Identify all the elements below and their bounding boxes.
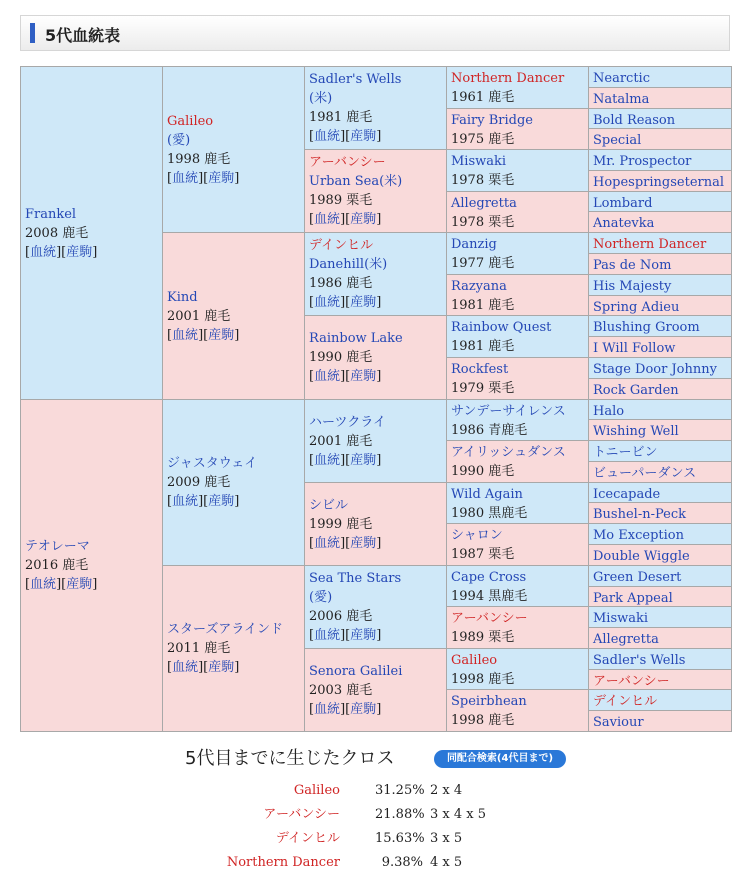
horse-links: [血統][産駒] [167,660,240,675]
foals-link[interactable]: 産駒 [208,660,235,675]
horse-year: 2003 [309,682,343,698]
pedigree-link[interactable]: 血統 [30,244,57,260]
horse-name-link[interactable]: サンデーサイレンス [451,404,566,419]
horse-name-link[interactable]: デインヒル [593,694,658,709]
horse-year: 1990 [451,464,485,479]
pedigree-cell-gen5 [588,606,732,628]
horse-year: 2009 [167,475,201,490]
horse-year: 1990 [309,350,343,365]
horse-coat: 栗毛 [488,630,515,645]
horse-name-link[interactable]: Sadler's Wells [309,72,402,87]
pedigree-cell-gen4 [446,357,589,400]
horse-name-link[interactable]: Frankel [25,206,77,222]
horse-name-link[interactable]: Rockfest [451,362,509,377]
cross-row [0,853,750,873]
horse-year: 1987 [451,547,485,562]
pedigree-cell-gen5 [588,253,732,275]
cross-pattern: 3 x 4 x 5 [430,807,487,822]
horse-year: 1989 [451,630,485,645]
horse-name-link[interactable]: Natalma [593,92,650,107]
horse-year-coat [167,473,300,492]
foals-link[interactable]: 産駒 [350,701,377,717]
pedigree-cell-gen2 [162,66,305,233]
horse-origin: (米) [309,91,333,106]
horse-name-link[interactable]: Senora Galilei [309,663,403,679]
pedigree-cell-gen4 [446,689,589,732]
pedigree-cell-gen4 [446,440,589,483]
horse-year: 1986 [309,276,343,291]
horse-year-coat [309,607,442,626]
horse-year-coat [451,213,584,232]
horse-origin: (愛) [309,590,333,605]
horse-name-link[interactable]: ビューパーダンス [593,466,697,481]
horse-name-link[interactable]: Mr. Prospector [593,154,692,169]
pedigree-cell-gen5 [588,482,732,503]
horse-year: 1981 [451,298,485,313]
horse-year-coat [451,462,584,481]
pedigree-link[interactable]: 血統 [314,369,341,384]
horse-links: [血統][産駒] [309,212,382,227]
horse-name-link[interactable]: His Majesty [593,279,672,294]
horse-name-link[interactable]: Northern Dancer [451,71,565,86]
horse-coat: 鹿毛 [346,350,373,365]
pedigree-cell-gen5 [588,440,732,462]
horse-year: 1994 [451,589,485,604]
cross-pattern: 3 x 5 [430,831,463,846]
pedigree-cell-gen4 [446,399,589,441]
horse-name-link[interactable]: Sadler's Wells [593,653,686,668]
horse-name-link[interactable]: デインヒル [309,238,374,253]
cross-title: 5代目までに生じたクロス [185,748,395,769]
pedigree-link[interactable]: 血統 [30,577,57,592]
pedigree-link[interactable]: 血統 [314,701,341,717]
horse-name-link[interactable]: Galileo [451,653,498,668]
pedigree-cell-gen5 [588,502,732,524]
horse-links: [血統][産駒] [25,244,98,260]
pedigree-cell-gen5 [588,149,732,171]
horse-coat: 鹿毛 [346,682,373,698]
horse-year-coat [309,681,442,700]
pedigree-cell-gen4 [446,482,589,524]
pedigree-cell-gen5 [588,336,732,358]
cross-percent: 9.38% [381,855,423,870]
horse-links: [血統][産駒] [309,701,382,717]
foals-link[interactable]: 産駒 [350,535,377,551]
horse-year-coat [451,587,584,606]
same-mating-search-button[interactable]: 同配合検索(4代目まで) [434,750,566,768]
pedigree-cell-gen5 [588,66,732,88]
pedigree-cell-gen5 [588,232,732,254]
pedigree-link[interactable]: 血統 [172,170,199,186]
horse-year-coat [309,274,442,293]
horse-links: [血統][産駒] [309,628,382,643]
horse-year-coat [451,296,584,315]
horse-name-link[interactable]: Galileo [167,113,214,129]
foals-link[interactable]: 産駒 [66,244,93,260]
horse-links: [血統][産駒] [167,494,240,509]
header-accent-bar [30,23,35,43]
horse-name-link[interactable]: Park Appeal [593,591,673,606]
horse-year-coat [167,307,300,326]
horse-year: 1998 [451,672,485,687]
horse-year: 1975 [451,132,485,147]
horse-name-link[interactable]: Saviour [593,715,644,730]
horse-year: 1998 [451,713,485,728]
pedigree-cell-gen5 [588,648,732,670]
horse-links: [血統][産駒] [309,452,382,468]
horse-coat: 鹿毛 [488,464,515,479]
pedigree-cell-gen5 [588,128,732,150]
pedigree-cell-gen4 [446,315,589,358]
horse-links: [血統][産駒] [309,535,382,551]
horse-name-link[interactable]: Spring Adieu [593,300,680,315]
horse-links: [血統][産駒] [167,327,240,343]
pedigree-cell-gen4 [446,232,589,275]
pedigree-cell-gen5 [588,108,732,129]
cross-horse-link[interactable]: Northern Dancer [226,855,340,870]
horse-coat: 栗毛 [488,381,515,396]
pedigree-cell-gen5 [588,565,732,587]
horse-year-coat [451,504,584,523]
horse-name-link[interactable]: アーバンシー [309,155,386,170]
pedigree-link[interactable]: 血統 [172,494,199,509]
pedigree-link[interactable]: 血統 [314,212,341,227]
horse-name-link[interactable]: Double Wiggle [593,549,690,564]
horse-name-link[interactable]: Green Desert [593,570,682,585]
pedigree-cell-gen3 [304,232,447,316]
horse-name-link[interactable]: スターズアラインド [167,622,283,637]
pedigree-cell-gen5 [588,315,732,337]
horse-name-link[interactable]: アーバンシー [593,674,670,689]
horse-year: 1986 [451,423,485,438]
horse-year: 2016 [25,558,59,573]
horse-name-link[interactable]: Rainbow Lake [309,331,403,346]
foals-link[interactable]: 産駒 [208,494,235,509]
horse-coat: 鹿毛 [488,256,515,271]
horse-coat: 栗毛 [488,173,515,188]
horse-year: 1980 [451,506,485,521]
horse-coat: 鹿毛 [346,433,373,449]
horse-name-link[interactable]: Miswaki [593,611,649,626]
pedigree-cell-gen5 [588,544,732,566]
horse-name-link[interactable]: Northern Dancer [593,237,707,252]
horse-coat: 鹿毛 [204,641,231,656]
horse-name-link[interactable]: Kind [167,289,198,305]
horse-year-coat [309,515,442,534]
horse-year: 1979 [451,381,485,396]
pedigree-table [20,66,731,731]
horse-year-coat [25,556,158,575]
horse-name-link[interactable]: Stage Door Johnny [593,362,717,377]
horse-name-link[interactable]: Bold Reason [593,113,676,128]
foals-link[interactable]: 産駒 [350,295,377,310]
cross-pattern: 2 x 4 [430,783,463,798]
horse-coat: 鹿毛 [204,475,231,490]
pedigree-cell-gen5 [588,295,732,316]
horse-name-link[interactable]: Icecapade [593,487,661,502]
horse-coat: 鹿毛 [488,672,515,687]
horse-name-link[interactable]: Pas de Nom [593,258,672,273]
horse-year-coat [451,379,584,398]
horse-year-coat [451,130,584,149]
horse-alt-name[interactable]: Danehill(米) [309,257,388,272]
cross-percent: 21.88% [375,807,425,822]
pedigree-cell-gen5 [588,170,732,192]
pedigree-cell-gen5 [588,357,732,379]
horse-year: 2001 [167,308,201,324]
horse-coat: 鹿毛 [488,132,515,147]
horse-year: 1978 [451,173,485,188]
horse-year-coat [167,639,300,658]
pedigree-cell-gen5 [588,399,732,420]
foals-link[interactable]: 産駒 [350,129,377,144]
horse-year-coat [451,545,584,564]
horse-name-link[interactable]: ジャスタウェイ [167,456,258,471]
horse-year: 2008 [25,225,59,241]
horse-year-coat [309,348,442,367]
pedigree-cell-gen3 [304,149,447,233]
pedigree-cell-gen5 [588,211,732,233]
horse-name-link[interactable]: アイリッシュダンス [451,445,566,460]
foals-link[interactable]: 産駒 [350,369,377,384]
horse-year: 2001 [309,433,343,449]
horse-name-link[interactable]: Lombard [593,196,653,211]
horse-name-link[interactable]: Wild Again [451,487,523,502]
horse-name-link[interactable]: Wishing Well [593,424,679,439]
horse-year-coat [451,88,584,107]
horse-origin: (愛) [167,132,191,148]
foals-link[interactable]: 産駒 [350,452,377,468]
horse-name-link[interactable]: Blushing Groom [593,320,700,335]
pedigree-cell-gen4 [446,149,589,192]
cross-percent: 15.63% [375,831,425,846]
horse-year-coat [451,711,584,730]
cross-horse-link[interactable]: Galileo [293,783,340,798]
horse-year: 2006 [309,609,343,624]
cross-percent: 31.25% [375,783,425,798]
horse-year: 1989 [309,193,343,208]
pedigree-cell-gen5 [588,461,732,483]
pedigree-cell-gen5 [588,627,732,649]
horse-year: 1978 [451,215,485,230]
pedigree-cell-gen5 [588,710,732,732]
pedigree-cell-gen5 [588,419,732,441]
pedigree-cell-gen2 [162,232,305,400]
pedigree-cell-gen3 [304,565,447,649]
horse-name-link[interactable]: Halo [593,404,625,419]
horse-name-link[interactable]: Mo Exception [593,528,684,543]
horse-links: [血統][産駒] [309,295,382,310]
pedigree-cell-gen4 [446,606,589,649]
horse-coat: 栗毛 [488,215,515,230]
horse-year: 2011 [167,641,201,656]
foals-link[interactable]: 産駒 [208,327,235,343]
pedigree-cell-gen5 [588,274,732,296]
horse-name-link[interactable]: シビル [309,497,349,513]
horse-name-link[interactable]: Sea The Stars [309,571,402,586]
pedigree-cell-gen1 [20,399,163,732]
pedigree-link[interactable]: 血統 [314,452,341,468]
pedigree-cell-gen3 [304,482,447,566]
horse-name-link[interactable]: I Will Follow [593,341,676,356]
horse-year-coat [451,337,584,356]
pedigree-link[interactable]: 血統 [314,628,341,643]
horse-name-link[interactable]: Cape Cross [451,570,527,585]
pedigree-link[interactable]: 血統 [172,327,199,343]
horse-name-link[interactable]: Hopespringseternal [593,175,725,190]
pedigree-cell-gen4 [446,191,589,233]
pedigree-link[interactable]: 血統 [314,535,341,551]
horse-name-link[interactable]: Speirbhean [451,694,527,709]
horse-alt-name[interactable]: Urban Sea(米) [309,174,403,189]
horse-year: 1961 [451,90,485,105]
cross-row [0,781,750,801]
horse-name-link[interactable]: アーバンシー [451,611,528,626]
horse-name-link[interactable]: Danzig [451,237,497,252]
horse-year: 1998 [167,151,201,167]
cross-horse-link[interactable]: デインヒル [275,831,340,846]
horse-name-link[interactable]: シャロン [451,528,503,543]
horse-year-coat [309,191,442,210]
horse-coat: 鹿毛 [62,225,89,241]
horse-coat: 鹿毛 [488,713,515,728]
pedigree-cell-gen5 [588,586,732,607]
pedigree-link[interactable]: 血統 [314,129,341,144]
horse-links: [血統][産駒] [25,577,98,592]
cross-horse-link[interactable]: アーバンシー [263,807,340,822]
horse-year-coat [451,254,584,273]
pedigree-cell-gen3 [304,66,447,150]
cross-row [0,829,750,849]
pedigree-cell-gen5 [588,191,732,212]
horse-name-link[interactable]: Allegretta [451,196,517,211]
horse-year-coat [451,670,584,689]
horse-name-link[interactable]: Razyana [451,279,507,294]
pedigree-link[interactable]: 血統 [172,660,199,675]
horse-year-coat [309,432,442,451]
horse-name-link[interactable]: Anatevka [593,216,655,231]
horse-year: 1977 [451,256,485,271]
horse-coat: 鹿毛 [204,308,231,324]
horse-coat: 黒鹿毛 [488,589,528,604]
pedigree-cell-gen3 [304,315,447,400]
horse-name-link[interactable]: Bushel-n-Peck [593,507,686,522]
cross-row [0,805,750,825]
pedigree-cell-gen5 [588,523,732,545]
horse-links: [血統][産駒] [309,129,382,144]
horse-coat: 鹿毛 [346,609,373,624]
horse-name-link[interactable]: Nearctic [593,71,650,86]
pedigree-cell-gen2 [162,399,305,566]
horse-coat: 黒鹿毛 [488,506,528,521]
horse-name-link[interactable]: Rainbow Quest [451,320,552,335]
horse-year: 1981 [309,110,343,125]
horse-coat: 鹿毛 [62,558,89,573]
horse-coat: 鹿毛 [204,151,231,167]
horse-year-coat [451,628,584,647]
pedigree-cell-gen3 [304,399,447,483]
horse-year: 1981 [451,339,485,354]
horse-name-link[interactable]: Special [593,133,642,148]
horse-name-link[interactable]: ハーツクライ [309,414,386,430]
horse-coat: 鹿毛 [488,298,515,313]
pedigree-cell-gen3 [304,648,447,732]
horse-coat: 栗毛 [488,547,515,562]
horse-name-link[interactable]: Miswaki [451,154,507,169]
horse-name-link[interactable]: Allegretta [593,632,659,647]
horse-year-coat [451,171,584,190]
horse-coat: 鹿毛 [488,90,515,105]
horse-year-coat [167,150,300,169]
pedigree-cell-gen4 [446,108,589,150]
foals-link[interactable]: 産駒 [66,577,93,592]
foals-link[interactable]: 産駒 [208,170,235,186]
horse-coat: 栗毛 [346,193,373,208]
pedigree-cell-gen4 [446,648,589,690]
horse-coat: 鹿毛 [346,276,373,291]
horse-year: 1999 [309,516,343,532]
pedigree-cell-gen1 [20,66,163,400]
horse-coat: 鹿毛 [488,339,515,354]
pedigree-cell-gen5 [588,378,732,400]
pedigree-cell-gen4 [446,274,589,316]
horse-name-link[interactable]: テオレーマ [25,539,90,554]
horse-year-coat [451,421,584,440]
page-title: 5代血統表 [45,26,121,45]
horse-links: [血統][産駒] [167,170,240,186]
pedigree-cell-gen4 [446,523,589,566]
horse-name-link[interactable]: Rock Garden [593,383,679,398]
foals-link[interactable]: 産駒 [350,628,377,643]
horse-year-coat [309,108,442,127]
pedigree-cell-gen5 [588,689,732,711]
pedigree-cell-gen4 [446,565,589,607]
section-header [20,15,730,51]
pedigree-link[interactable]: 血統 [314,295,341,310]
horse-coat: 鹿毛 [346,516,373,532]
horse-coat: 鹿毛 [346,110,373,125]
horse-name-link[interactable]: トニービン [593,445,658,460]
horse-links: [血統][産駒] [309,369,382,384]
pedigree-cell-gen5 [588,87,732,109]
pedigree-cell-gen4 [446,66,589,109]
cross-pattern: 4 x 5 [430,855,463,870]
horse-name-link[interactable]: Fairy Bridge [451,113,533,128]
horse-year-coat [25,224,158,243]
pedigree-cell-gen2 [162,565,305,732]
foals-link[interactable]: 産駒 [350,212,377,227]
pedigree-cell-gen5 [588,669,732,690]
horse-coat: 青鹿毛 [488,423,528,438]
